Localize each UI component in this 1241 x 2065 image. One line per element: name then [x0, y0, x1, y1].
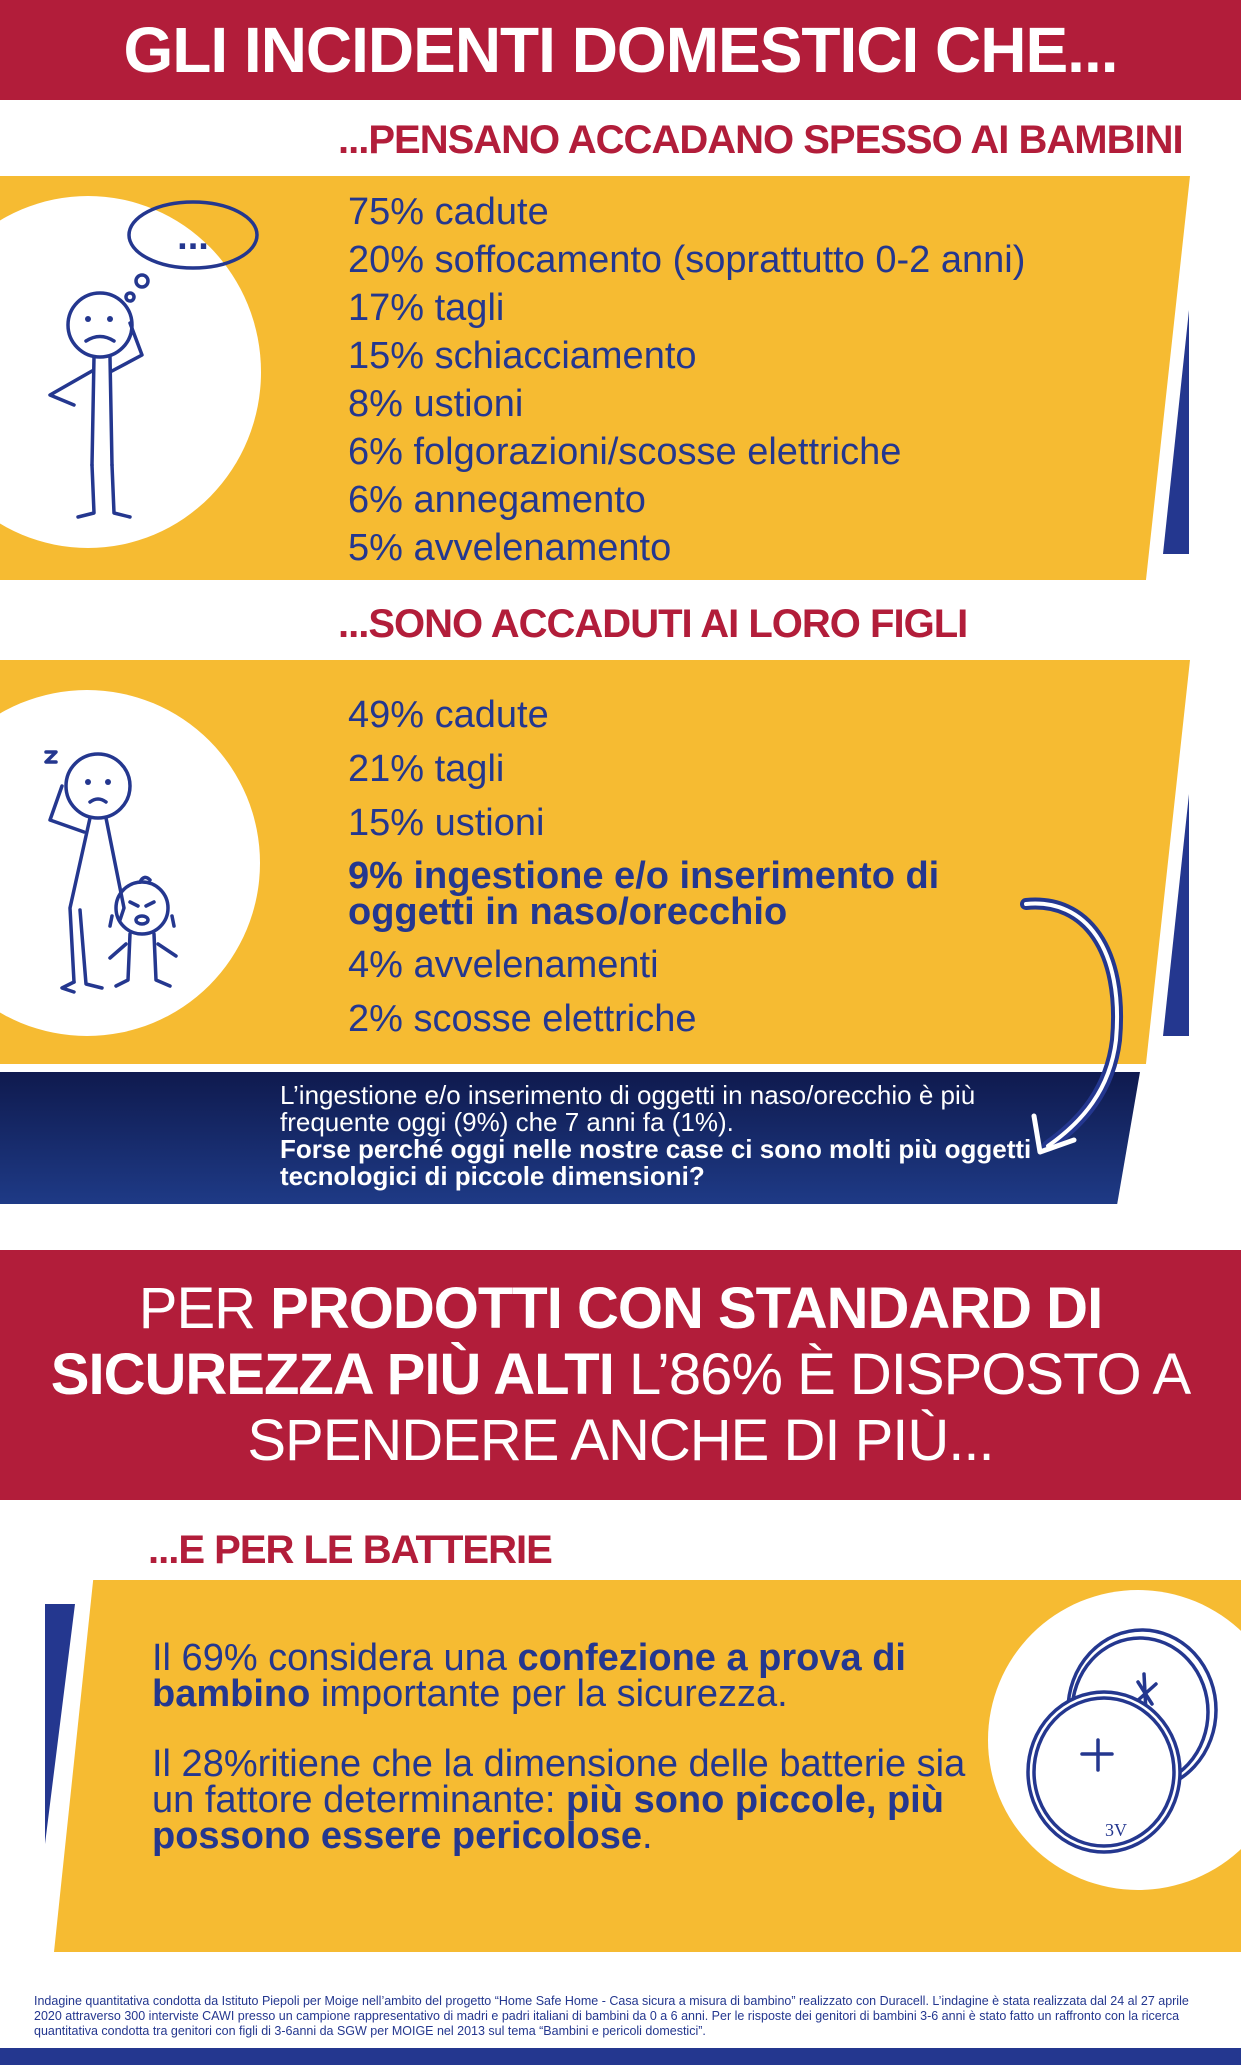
page-title: GLI INCIDENTI DOMESTICI CHE...	[123, 14, 1118, 86]
statement-part-2: PRODOTTI CON STANDARD DI SICUREZZA PIÙ ALTI	[50, 1276, 1103, 1407]
thought-bubble-text: ...	[177, 216, 209, 258]
list-item: 8% ustioni	[348, 383, 524, 425]
parent-crying-child-icon	[20, 740, 210, 1000]
coin-battery-icon	[1020, 1620, 1230, 1860]
info-text	[280, 1082, 1060, 1190]
battery-text: .	[641, 1815, 653, 1857]
list-item: 17% tagli	[348, 287, 505, 329]
list-item: 4% avvelenamenti	[348, 944, 659, 986]
footnote: Indagine quantitativa condotta da Istituto Piepoli per Moige nell’ambito del progetto “Home Safe Home - Casa sicura a misura di bambino” realizzato con Duracell. L’indagine è stata realizzata dal 24 al 27 aprile 2020 attraverso 300 interviste CAWI presso un campione rappresentativo di madri e padri italiani di bambini da 0 a 6 anni. Per le risposte dei genitori di bambini 3-6 anni è stato fatto un raffronto con la ricerca quantitativa condotta tra genitori con figli di 3-6anni da SGW per MOIGE nel 2013 sul tema “Bambini e pericoli domestici”.	[34, 1994, 1189, 2038]
info-line-2: Forse perché oggi nelle nostre case ci sono molti più oggetti tecnologici di piccole dimensioni?	[280, 1134, 1032, 1191]
battery-text: importante per la sicurezza.	[310, 1673, 788, 1715]
section-heading-think: ...PENSANO ACCADANO SPESSO AI BAMBINI	[338, 118, 1183, 162]
curved-arrow-icon	[1020, 890, 1130, 1170]
statement-part-1: PER	[138, 1276, 271, 1341]
list-item: 6% annegamento	[348, 479, 646, 521]
list-item: 15% schiacciamento	[348, 335, 697, 377]
statement-band	[0, 1250, 1241, 1500]
info-line-1: L’ingestione e/o inserimento di oggetti in naso/orecchio è più frequente oggi (9%) che 7 anni fa (1%).	[280, 1080, 976, 1137]
header-banner	[0, 0, 1241, 100]
list-item: 75% cadute	[348, 191, 549, 233]
bottom-bar	[0, 2048, 1241, 2065]
list-item: 15% ustioni	[348, 802, 545, 844]
battery-label: 3V	[1105, 1820, 1127, 1840]
stat-list-think	[348, 188, 1025, 572]
list-item: 20% soffocamento (soprattutto 0-2 anni)	[348, 239, 1026, 281]
list-item: 21% tagli	[348, 748, 505, 790]
list-item: 49% cadute	[348, 694, 549, 736]
battery-text: Il 69% considera una	[152, 1637, 518, 1679]
section-heading-happened: ...SONO ACCADUTI AI LORO FIGLI	[338, 602, 968, 646]
stat-list-happened	[348, 688, 1068, 1046]
section-heading-batteries: ...E PER LE BATTERIE	[148, 1528, 552, 1572]
list-item: 2% scosse elettriche	[348, 998, 697, 1040]
worried-person-icon	[30, 195, 270, 535]
battery-text: Il 28%ritiene che la dimensione delle batterie sia un fattore determinante:	[152, 1743, 966, 1821]
list-item: 6% folgorazioni/scosse elettriche	[348, 431, 902, 473]
battery-text-bold: confezione a prova di bambino	[152, 1637, 906, 1715]
list-item-highlight: 9% ingestione e/o inserimento di oggetti in naso/orecchio	[348, 855, 940, 933]
battery-paragraph-2	[152, 1743, 1002, 1857]
statement-part-3: L’86% È DISPOSTO A SPENDERE ANCHE DI PIÙ...	[247, 1342, 1191, 1473]
battery-text-bold: più sono piccole, più possono essere pericolose	[152, 1779, 944, 1857]
battery-paragraph-1	[152, 1637, 1002, 1715]
statement-text	[41, 1276, 1201, 1474]
list-item: 5% avvelenamento	[348, 527, 672, 569]
